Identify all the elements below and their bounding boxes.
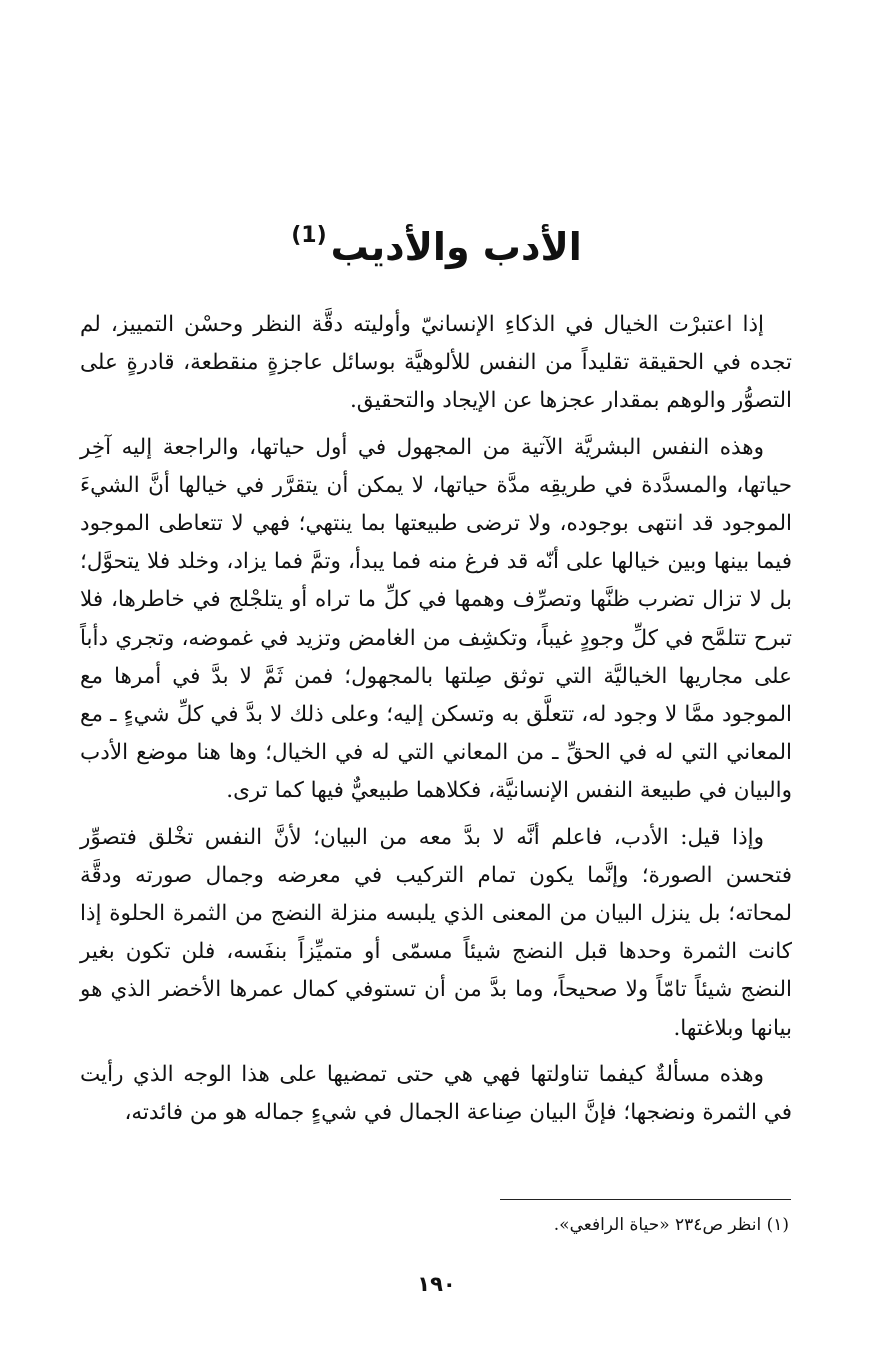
chapter-title <box>0 206 873 277</box>
paragraph-2: وهذه النفس البشريَّة الآتية من المجهول في أول حياتها، والراجعة إليه آخِر حياتها، والمسدَّدة في طريقِه مدَّة حياتها، لا يمكن أن يتقرَّر في خيالها أنَّ الشيءَ الموجود قد انتهى بوجوده، ولا ترضى طبيعتها بما ينتهي؛ فهي لا تتعاطى الموجود فيما بينها وبين خيالها على أنّه قد فرغ منه فما يبدأ، وتمَّ فما يزاد، وخلد فلا يتحوَّل؛ بل لا تزال تضرب ظنَّها وتصرِّف وهمها في كلِّ ما تراه أو يتلجْلج في خاطرها، فلا تبرح تتلمَّح في كلِّ وجودٍ غيباً، وتكشِف من الغامض وتزيد في غموضه، وتجري دأباً على مجاريها الخياليَّة التي توثق صِلتها بالمجهول؛ فمن ثَمَّ لا بدَّ في أمرها مع الموجود ممَّا لا وجود له، تتعلَّق به وتسكن إليه؛ وعلى ذلك لا بدَّ في كلِّ شيءٍ ـ مع المعاني التي له في الحقِّ ـ من المعاني التي له في الخيال؛ وها هنا موضع الأدب والبيان في طبيعة النفس الإنسانيَّة، فكلاهما طبيعيٌّ فيها كما ترى. <box>80 434 793 804</box>
footnote: (١) انظر ص٢٣٤ «حياة الرافعي». <box>553 1215 789 1235</box>
chapter-title-text: الأدب والأديب <box>330 225 582 269</box>
footnote-marker: (1) <box>291 223 327 248</box>
body-text <box>80 306 792 1140</box>
paragraph-3: وإذا قيل: الأدب، فاعلم أنَّه لا بدَّ معه من البيان؛ لأنَّ النفس تخْلق فتصوِّر فتحسن الصورة؛ وإنَّما يكون تمام التركيب في معرضه وجمال صورته ودقَّة لمحاته؛ بل ينزل البيان من المعنى الذي يلبسه منزلة النضج من الثمرة الحلوة إذا كانت الثمرة وحدها قبل النضج شيئاً مسمّى أو متميِّزاً بنفَسه، فلن تكون بغير النضج شيئاً تامّاً ولا صحيحاً، وما بدَّ من أن تستوفي كمال عمرها الأخضر الذي هو بيانها وبلاغتها. <box>80 824 792 1041</box>
page-number: ١٩٠ <box>417 1272 456 1296</box>
paragraph-4: وهذه مسألةٌ كيفما تناولتها فهي هي حتى تمضيها على هذا الوجه الذي رأيت في الثمرة ونضجها؛ فإنَّ البيان صِناعة الجمال في شيءٍ جماله هو من فائدته، <box>80 1061 792 1126</box>
paragraph-1: إذا اعتبرْت الخيال في الذكاءِ الإنسانيّ وأوليته دقَّة النظر وحسْن التمييز، لم تجده في الحقيقة تقليداً من النفس للألوهيَّة بوسائل عاجزةٍ منقطعة، قادرةٍ على التصوُّر والوهم بمقدار عجزها عن الإيجاد والتحقيق. <box>80 312 792 414</box>
footnote-divider <box>500 1199 791 1200</box>
